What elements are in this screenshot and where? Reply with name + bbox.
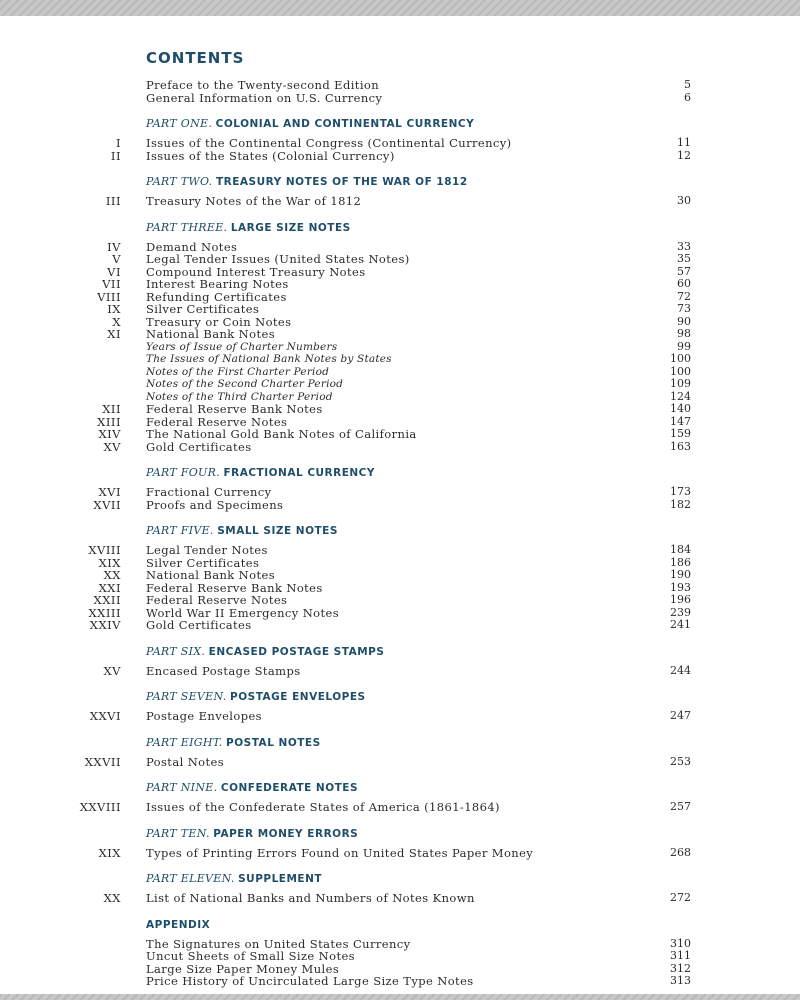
page-number: 57 bbox=[677, 264, 691, 278]
part-title: POSTAL NOTES bbox=[226, 736, 321, 749]
toc-entry bbox=[0, 950, 800, 963]
part-title: ENCASED POSTAGE STAMPS bbox=[208, 645, 385, 658]
page-number: 100 bbox=[670, 352, 691, 365]
toc-entry bbox=[0, 253, 800, 266]
entry-title: Gold Certificates bbox=[146, 439, 252, 454]
page-number: 147 bbox=[670, 414, 691, 428]
part-title: SUPPLEMENT bbox=[238, 873, 323, 885]
toc-entry bbox=[0, 544, 800, 557]
chapter-numeral: XXVI bbox=[89, 709, 121, 723]
toc-entry bbox=[0, 303, 800, 316]
chapter-numeral: I bbox=[115, 136, 121, 150]
chapter-numeral: XXI bbox=[98, 580, 121, 595]
page-number: 90 bbox=[677, 314, 691, 328]
part-number: PART SIX. bbox=[146, 644, 206, 658]
entry-title: General Information on U.S. Currency bbox=[146, 90, 383, 105]
chapter-numeral: XVIII bbox=[88, 543, 121, 557]
section-heading bbox=[146, 174, 800, 190]
top-border bbox=[0, 0, 800, 16]
entry-title: National Bank Notes bbox=[146, 327, 275, 341]
entry-title: Treasury or Coin Notes bbox=[146, 314, 292, 329]
toc-section bbox=[0, 780, 800, 814]
page-number: 33 bbox=[677, 239, 691, 253]
entry-title: Postal Notes bbox=[146, 754, 225, 769]
entry-title: Postage Envelopes bbox=[146, 709, 262, 723]
entry-title: Notes of the Third Charter Period bbox=[146, 390, 333, 403]
toc-entry bbox=[0, 594, 800, 607]
toc-entry bbox=[0, 892, 800, 905]
chapter-numeral: VIII bbox=[97, 289, 121, 304]
toc-section bbox=[0, 79, 800, 104]
entry-title: Gold Certificates bbox=[146, 618, 252, 632]
toc-entry bbox=[0, 403, 800, 416]
toc-section bbox=[0, 465, 800, 511]
toc-entry bbox=[0, 150, 800, 163]
entry-title: Legal Tender Notes bbox=[146, 543, 268, 557]
entry-title: Uncut Sheets of Small Size Notes bbox=[146, 949, 355, 963]
page-number: 184 bbox=[670, 543, 691, 556]
chapter-numeral: XX bbox=[103, 891, 121, 905]
entry-title: Notes of the Second Charter Period bbox=[146, 378, 344, 390]
entry-title: Interest Bearing Notes bbox=[146, 277, 289, 291]
page-number: 98 bbox=[677, 327, 691, 340]
page-number: 313 bbox=[670, 974, 691, 987]
toc-entry bbox=[0, 278, 800, 291]
chapter-numeral: III bbox=[105, 194, 121, 208]
part-title: SMALL SIZE NOTES bbox=[217, 525, 338, 537]
page-number: 6 bbox=[684, 90, 691, 104]
page-number: 30 bbox=[677, 194, 691, 207]
part-number: PART THREE. bbox=[146, 220, 228, 234]
toc-section bbox=[0, 644, 800, 678]
toc-entry bbox=[0, 756, 800, 769]
entry-title: Encased Postage Stamps bbox=[146, 663, 301, 678]
entry-title: Federal Reserve Notes bbox=[146, 414, 288, 429]
chapter-numeral: XV bbox=[103, 663, 121, 678]
entry-title: Issues of the Confederate States of America (1861-1864) bbox=[146, 800, 500, 814]
chapter-numeral: IV bbox=[107, 239, 121, 254]
toc-entry bbox=[0, 195, 800, 208]
toc-sections bbox=[0, 79, 800, 1000]
section-heading bbox=[146, 826, 800, 842]
toc-entry bbox=[0, 441, 800, 454]
chapter-numeral: X bbox=[112, 314, 121, 329]
part-number: PART FOUR. bbox=[146, 466, 220, 479]
part-title: TREASURY NOTES OF THE WAR OF 1812 bbox=[215, 176, 468, 188]
entry-title: The Issues of National Bank Notes by States bbox=[146, 353, 392, 365]
chapter-numeral: XX bbox=[103, 568, 121, 582]
chapter-numeral: XXIII bbox=[88, 605, 121, 620]
part-number: PART TWO. bbox=[146, 175, 213, 188]
chapter-numeral: IX bbox=[107, 302, 121, 316]
page-number: 257 bbox=[670, 800, 691, 813]
page-number: 124 bbox=[670, 389, 691, 403]
section-heading bbox=[146, 735, 800, 751]
part-title: LARGE SIZE NOTES bbox=[230, 221, 351, 234]
section-heading bbox=[146, 523, 800, 539]
part-number: PART NINE. bbox=[146, 781, 218, 794]
page-number: 190 bbox=[670, 568, 691, 581]
page-number: 186 bbox=[670, 555, 691, 569]
chapter-numeral: VII bbox=[102, 277, 121, 291]
page-number: 244 bbox=[670, 663, 691, 677]
page-number: 140 bbox=[670, 402, 691, 415]
toc-entry bbox=[0, 486, 800, 499]
chapter-numeral: II bbox=[110, 148, 121, 163]
page-number: 109 bbox=[670, 377, 691, 390]
toc-entry bbox=[0, 499, 800, 512]
chapter-numeral: XXIV bbox=[89, 618, 121, 632]
page-number: 311 bbox=[670, 949, 691, 962]
page-number: 60 bbox=[677, 277, 691, 290]
chapter-numeral: XIII bbox=[97, 414, 121, 429]
part-title: FRACTIONAL CURRENCY bbox=[223, 467, 375, 479]
page-number: 35 bbox=[677, 252, 691, 265]
page-number: 73 bbox=[677, 302, 691, 315]
part-number: PART EIGHT. bbox=[146, 735, 223, 749]
section-heading bbox=[146, 465, 800, 481]
entry-title: Demand Notes bbox=[146, 239, 238, 254]
entry-title: Notes of the First Charter Period bbox=[146, 365, 330, 378]
toc-subentry bbox=[0, 353, 800, 366]
entry-title: Issues of the Continental Congress (Continental Currency) bbox=[146, 136, 512, 150]
chapter-numeral: XII bbox=[102, 402, 121, 416]
entry-title: Proofs and Specimens bbox=[146, 497, 284, 512]
page-number: 100 bbox=[670, 364, 691, 378]
section-heading bbox=[146, 780, 800, 796]
toc-section bbox=[0, 689, 800, 723]
entry-title: Federal Reserve Bank Notes bbox=[146, 580, 323, 595]
toc-entry bbox=[0, 665, 800, 678]
page-number: 159 bbox=[670, 427, 691, 440]
toc-entry bbox=[0, 79, 800, 92]
section-heading bbox=[146, 689, 800, 705]
section-heading bbox=[146, 917, 800, 933]
page-number: 239 bbox=[670, 605, 691, 619]
entry-title: Preface to the Twenty-second Edition bbox=[146, 78, 380, 92]
toc-entry bbox=[0, 975, 800, 988]
toc-subentry bbox=[0, 378, 800, 391]
page-number: 312 bbox=[670, 961, 691, 975]
entry-title: The Signatures on United States Currency bbox=[146, 936, 411, 951]
page-number: 247 bbox=[670, 709, 691, 722]
entry-title: Large Size Paper Money Mules bbox=[146, 961, 340, 976]
chapter-numeral: XV bbox=[103, 439, 121, 454]
chapter-numeral: XIV bbox=[98, 427, 121, 441]
part-title: POSTAGE ENVELOPES bbox=[230, 691, 366, 703]
entry-title: Compound Interest Treasury Notes bbox=[146, 264, 366, 279]
toc-entry bbox=[0, 710, 800, 723]
toc-section bbox=[0, 917, 800, 988]
entry-title: Silver Certificates bbox=[146, 555, 260, 570]
toc-entry bbox=[0, 801, 800, 814]
section-heading bbox=[146, 220, 800, 236]
toc-entry bbox=[0, 328, 800, 341]
chapter-numeral: XVI bbox=[98, 485, 121, 499]
entry-title: Federal Reserve Bank Notes bbox=[146, 402, 323, 416]
part-number: PART TEN. bbox=[146, 826, 210, 840]
chapter-numeral: XIX bbox=[98, 555, 121, 570]
page-number: 268 bbox=[670, 845, 691, 859]
page-number: 173 bbox=[670, 485, 691, 498]
entry-title: Issues of the States (Colonial Currency) bbox=[146, 148, 395, 163]
page-number: 182 bbox=[670, 497, 691, 511]
page-number: 99 bbox=[677, 339, 691, 353]
toc-section bbox=[0, 826, 800, 860]
page-number: 163 bbox=[670, 439, 691, 453]
chapter-numeral: XXII bbox=[93, 593, 121, 607]
toc-section bbox=[0, 871, 800, 905]
part-title: APPENDIX bbox=[146, 918, 211, 931]
entry-title: Legal Tender Issues (United States Notes) bbox=[146, 252, 410, 266]
toc-section bbox=[0, 116, 800, 162]
toc-section bbox=[0, 735, 800, 769]
toc-entry bbox=[0, 92, 800, 105]
chapter-numeral: XXVII bbox=[84, 754, 121, 769]
page-number: 72 bbox=[677, 289, 691, 303]
toc-entry bbox=[0, 137, 800, 150]
part-number: PART FIVE. bbox=[146, 524, 214, 537]
entry-title: The National Gold Bank Notes of California bbox=[146, 427, 417, 441]
entry-title: Refunding Certificates bbox=[146, 289, 287, 304]
part-title: COLONIAL AND CONTINENTAL CURRENCY bbox=[215, 118, 475, 130]
toc-entry bbox=[0, 619, 800, 632]
entry-title: Treasury Notes of the War of 1812 bbox=[146, 194, 362, 208]
section-heading bbox=[146, 116, 800, 132]
page-number: 310 bbox=[670, 936, 691, 950]
entry-title: World War II Emergency Notes bbox=[146, 605, 340, 620]
toc-section bbox=[0, 523, 800, 632]
chapter-numeral: V bbox=[112, 252, 121, 266]
page-number: 272 bbox=[670, 891, 691, 904]
entry-title: Price History of Uncirculated Large Size Type Notes bbox=[146, 974, 474, 988]
part-number: PART ELEVEN. bbox=[146, 872, 235, 885]
entry-title: Years of Issue of Charter Numbers bbox=[146, 340, 338, 353]
page-number: 193 bbox=[670, 580, 691, 594]
entry-title: Types of Printing Errors Found on United States Paper Money bbox=[146, 845, 534, 860]
page-number: 5 bbox=[684, 78, 691, 91]
entry-title: List of National Banks and Numbers of Notes Known bbox=[146, 891, 475, 905]
part-title: PAPER MONEY ERRORS bbox=[213, 827, 359, 840]
toc-section bbox=[0, 220, 800, 454]
chapter-numeral: XI bbox=[107, 327, 121, 341]
part-title: CONFEDERATE NOTES bbox=[220, 782, 359, 794]
part-number: PART ONE. bbox=[146, 117, 213, 130]
toc-section bbox=[0, 174, 800, 208]
section-heading bbox=[146, 644, 800, 660]
entry-title: Fractional Currency bbox=[146, 485, 272, 499]
chapter-numeral: XIX bbox=[98, 845, 121, 860]
section-heading bbox=[146, 871, 800, 887]
page-number: 241 bbox=[670, 618, 691, 631]
chapter-numeral: XVII bbox=[93, 497, 121, 512]
entry-title: Silver Certificates bbox=[146, 302, 260, 316]
page-number: 12 bbox=[677, 148, 691, 162]
toc-entry bbox=[0, 428, 800, 441]
entry-title: National Bank Notes bbox=[146, 568, 275, 582]
toc-entry bbox=[0, 847, 800, 860]
toc-entry bbox=[0, 569, 800, 582]
page-number: 253 bbox=[670, 754, 691, 768]
chapter-numeral: VI bbox=[107, 264, 121, 279]
chapter-numeral: XXVIII bbox=[79, 800, 121, 814]
page-number: 196 bbox=[670, 593, 691, 606]
page-title: CONTENTS bbox=[146, 49, 245, 67]
page-number: 11 bbox=[677, 136, 691, 149]
part-number: PART SEVEN. bbox=[146, 690, 227, 703]
bottom-border bbox=[0, 994, 800, 1000]
entry-title: Federal Reserve Notes bbox=[146, 593, 288, 607]
